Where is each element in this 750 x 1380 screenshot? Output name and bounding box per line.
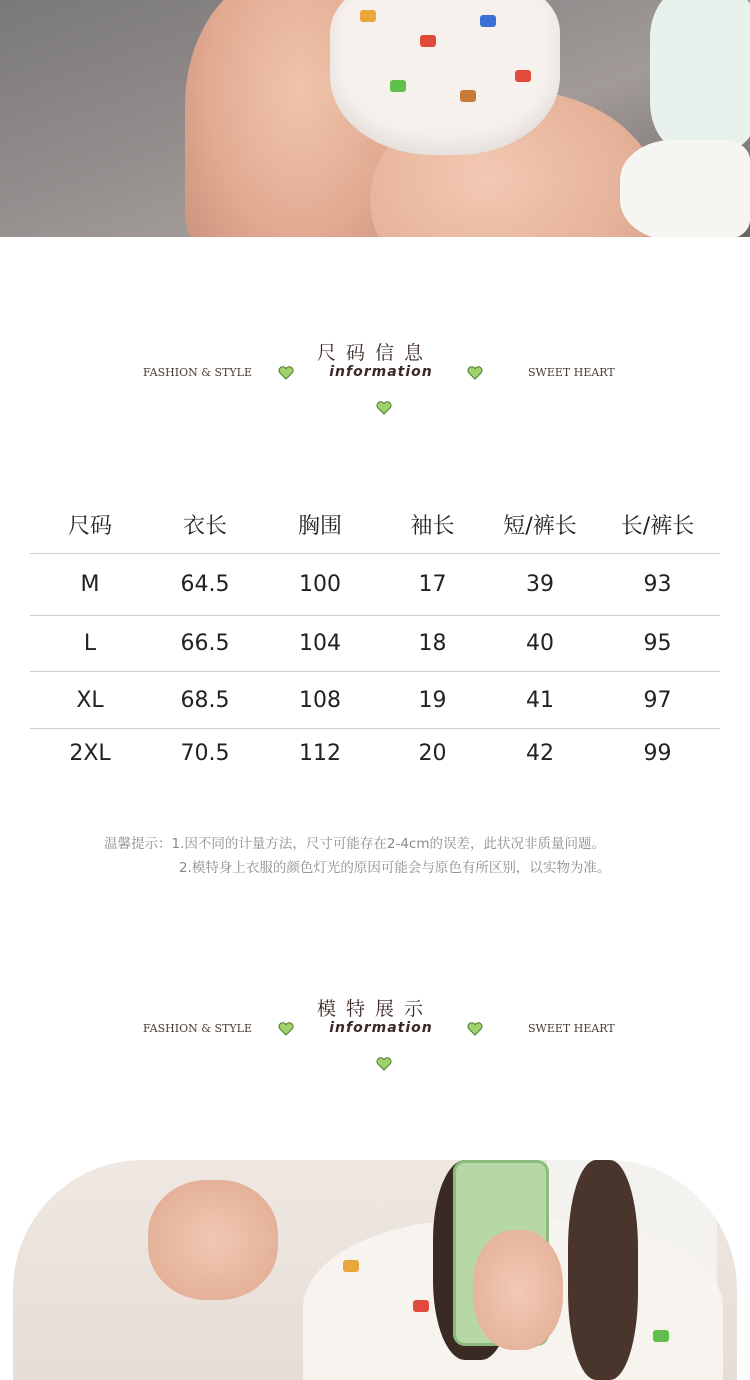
column-header: 短/裤长 <box>503 513 577 539</box>
print-dot <box>515 70 531 82</box>
table-cell: 39 <box>526 572 554 597</box>
size-info-header <box>0 338 750 428</box>
table-cell: 40 <box>526 631 554 656</box>
size-notes <box>104 832 610 880</box>
table-row <box>30 672 720 729</box>
table-cell: M <box>80 572 100 597</box>
print-dot <box>653 1330 669 1342</box>
fashion-style-tag: FASHION & STYLE <box>143 1022 252 1035</box>
table-cell: 17 <box>418 572 447 597</box>
table-cell: 64.5 <box>180 572 230 597</box>
sweet-heart-tag: SWEET HEART <box>528 366 615 379</box>
table-cell: 104 <box>299 631 341 656</box>
hand-shape <box>148 1180 278 1300</box>
column-header: 尺码 <box>67 513 112 539</box>
table-cell: 19 <box>418 687 447 713</box>
sweet-heart-tag: SWEET HEART <box>528 1022 615 1035</box>
table-cell: 42 <box>526 740 554 766</box>
table-cell: 20 <box>418 740 447 766</box>
column-header: 衣长 <box>182 513 227 539</box>
column-header: 长/裤长 <box>620 513 695 539</box>
table-row <box>30 616 720 672</box>
table-cell: 99 <box>643 740 672 766</box>
table-row <box>30 554 720 616</box>
print-dot <box>343 1260 359 1272</box>
table-header-row <box>30 495 720 554</box>
fashion-style-tag: FASHION & STYLE <box>143 366 252 379</box>
table-cell: L <box>83 631 97 656</box>
model-display-header <box>0 994 750 1084</box>
heart-icon <box>376 1057 392 1071</box>
table-cell: 18 <box>418 631 447 656</box>
model-photo <box>13 1160 737 1380</box>
column-header: 胸围 <box>297 513 342 539</box>
table-cell: 93 <box>643 572 672 597</box>
hand-shape <box>473 1230 563 1350</box>
print-dot <box>480 15 496 27</box>
print-dot <box>420 35 436 47</box>
table-cell: 112 <box>299 740 341 766</box>
pajama-shirt-shape <box>330 0 560 155</box>
table-cell: 108 <box>299 687 341 713</box>
heart-icon <box>376 401 392 415</box>
pillow-shape <box>650 0 750 150</box>
size-table <box>30 495 720 777</box>
section-title: 尺码信息 <box>316 342 433 364</box>
heart-icon <box>467 366 483 380</box>
table-cell: 66.5 <box>180 631 230 656</box>
print-dot <box>413 1300 429 1312</box>
section-title: 模特展示 <box>316 998 433 1020</box>
print-dot <box>390 80 406 92</box>
product-photo-top <box>0 0 750 237</box>
print-dot <box>460 90 476 102</box>
table-cell: 68.5 <box>180 687 230 713</box>
hair-shape <box>568 1160 638 1380</box>
section-subtitle: information <box>329 1020 433 1036</box>
note-line: 温馨提示：1.因不同的计量方法，尺寸可能存在2-4cm的误差，此状况非质量问题。 <box>104 836 606 852</box>
table-cell: 100 <box>299 572 341 597</box>
table-cell: 70.5 <box>180 740 230 766</box>
table-cell: 97 <box>643 687 672 713</box>
section-subtitle: information <box>329 364 433 380</box>
note-line: 2.模特身上衣服的颜色灯光的原因可能会与原色有所区别，以实物为准。 <box>179 860 611 876</box>
print-dot <box>360 10 376 22</box>
heart-icon <box>467 1022 483 1036</box>
table-row <box>30 729 720 777</box>
table-cell: XL <box>76 687 104 713</box>
sock-shape <box>620 140 750 237</box>
table-cell: 41 <box>526 687 554 713</box>
table-cell: 2XL <box>69 740 111 766</box>
table-cell: 95 <box>643 631 672 656</box>
column-header: 袖长 <box>410 513 455 539</box>
